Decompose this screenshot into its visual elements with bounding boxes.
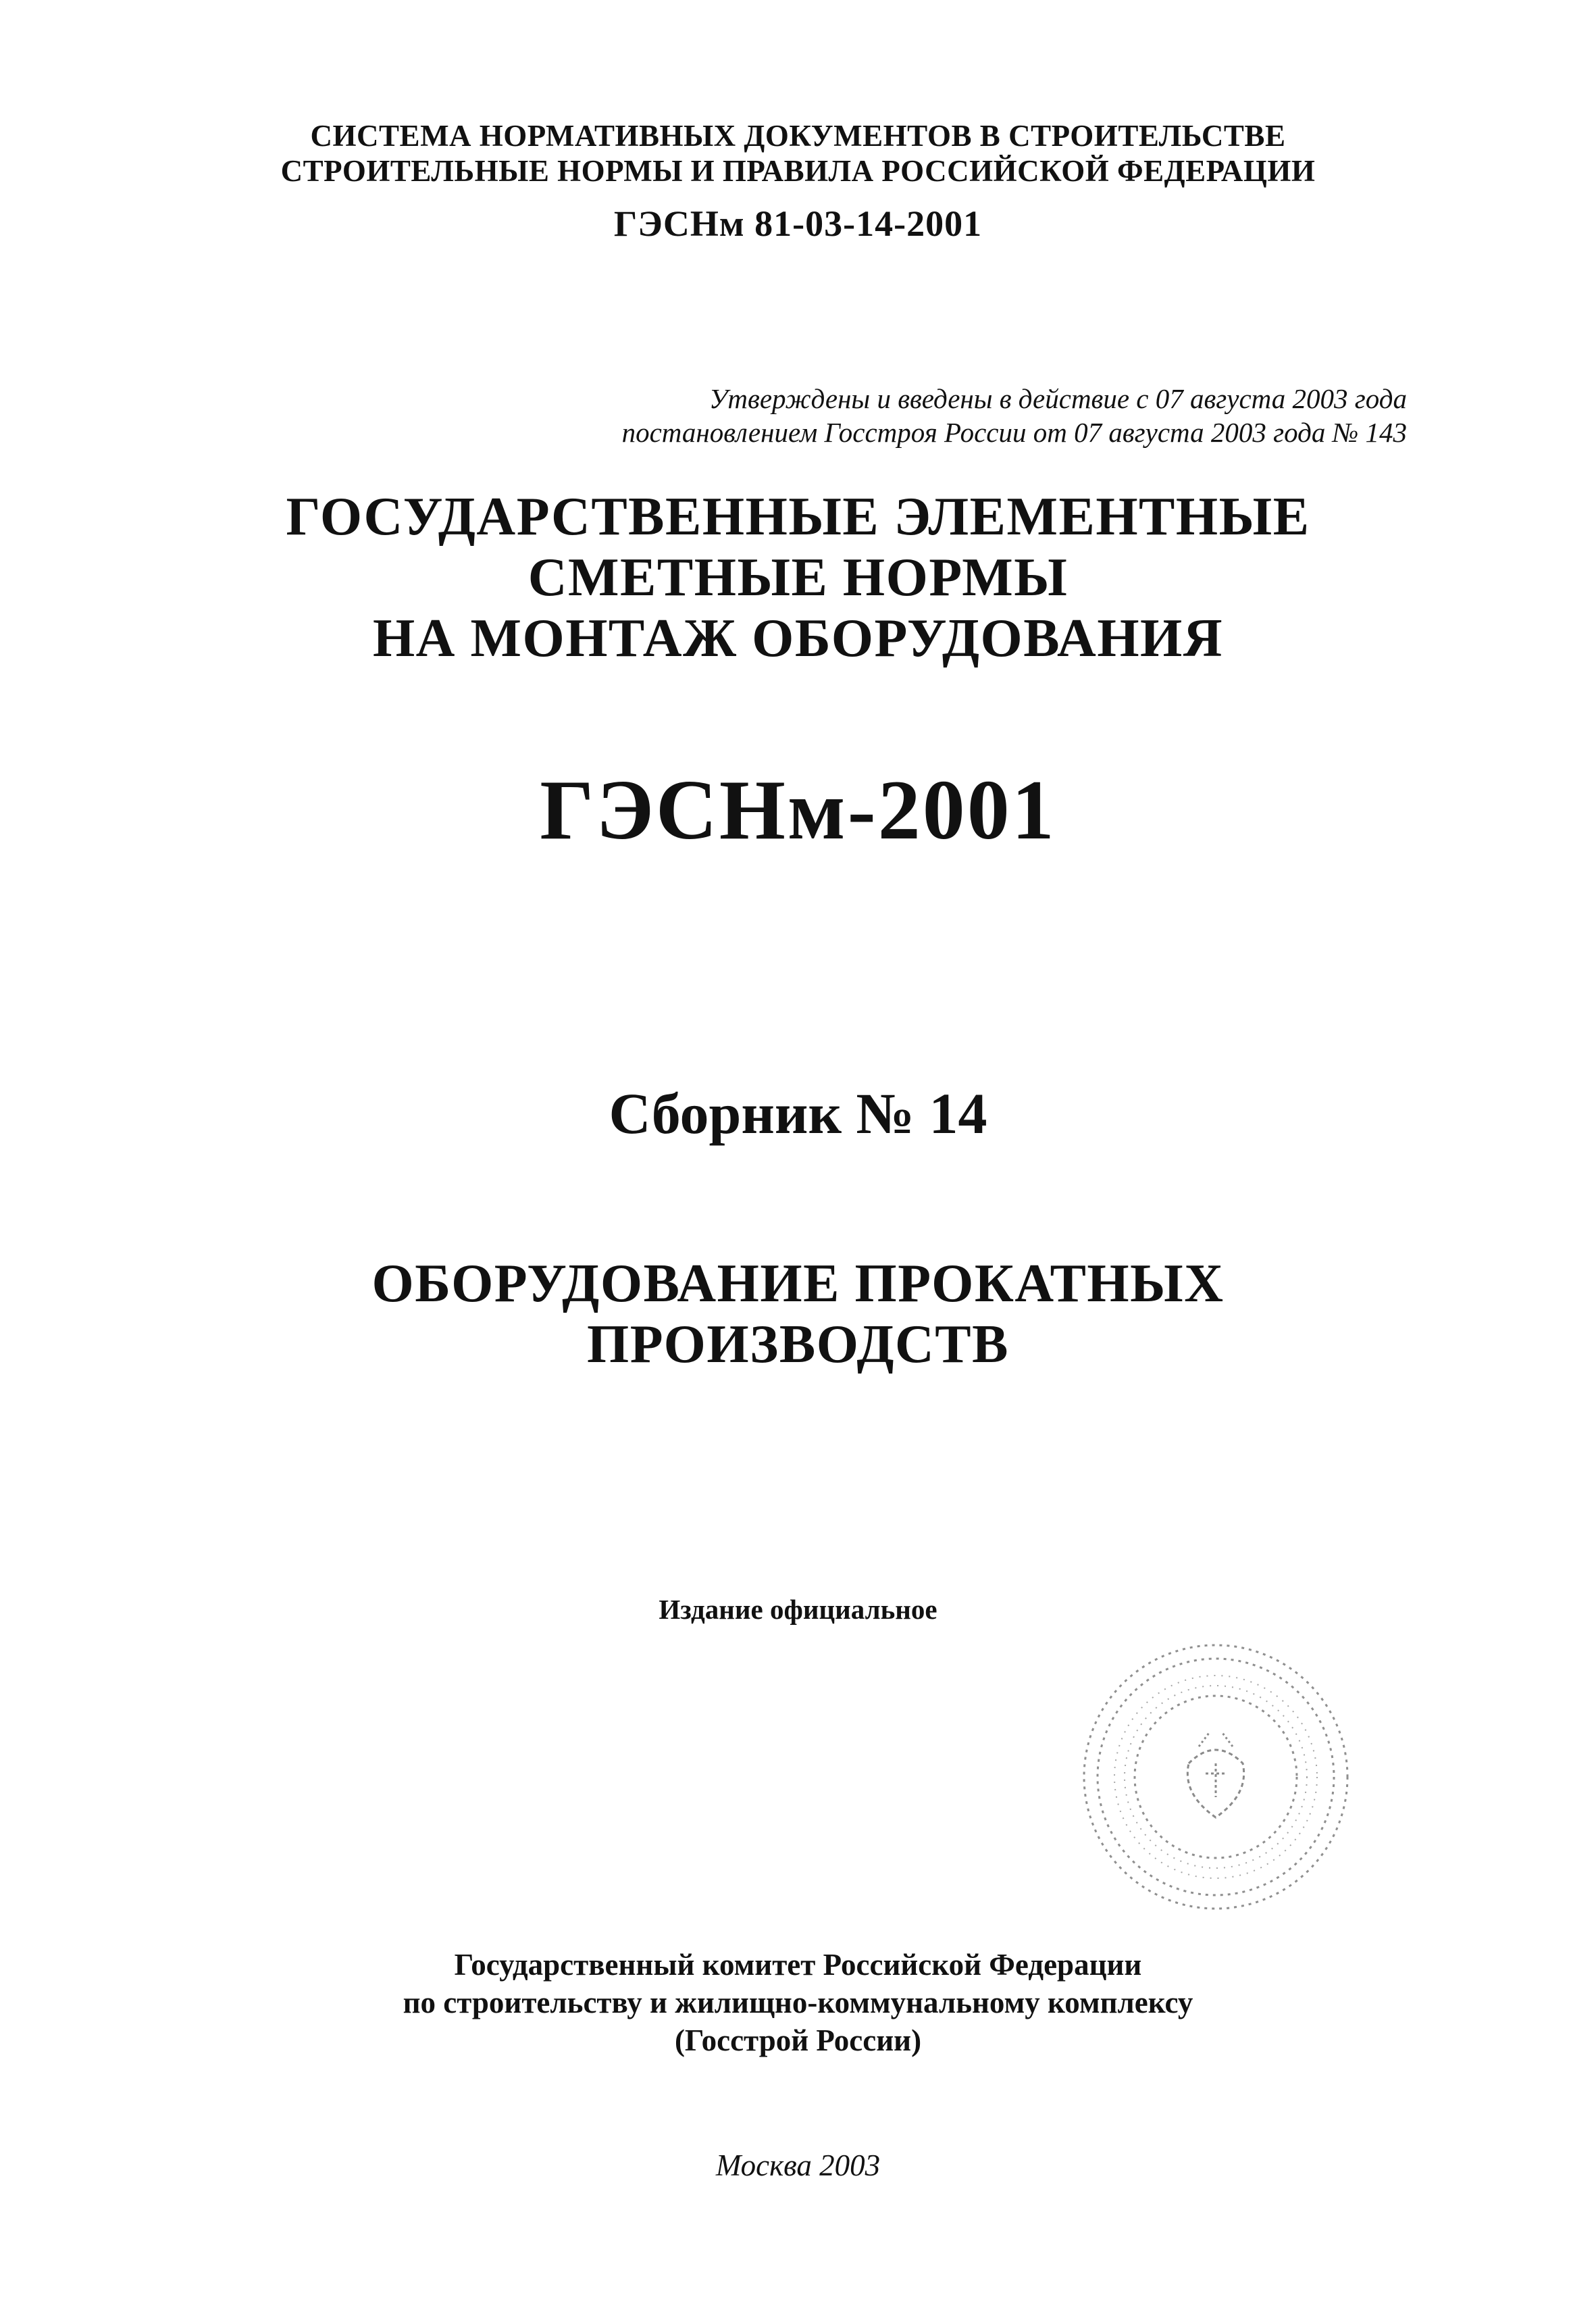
header-line-2: СТРОИТЕЛЬНЫЕ НОРМЫ И ПРАВИЛА РОССИЙСКОЙ ФЕДЕРАЦИИ xyxy=(280,154,1316,188)
main-title-line-3: НА МОНТАЖ ОБОРУДОВАНИЯ xyxy=(372,609,1224,668)
section-title-line-1: ОБОРУДОВАНИЕ ПРОКАТНЫХ xyxy=(371,1254,1225,1313)
header-system-line xyxy=(0,118,1596,188)
collection-number: Сборник № 14 xyxy=(609,1081,987,1146)
approval-line-1: Утверждены и введены в действие с 07 августа 2003 года xyxy=(709,383,1407,414)
document-code: ГЭСНм 81-03-14-2001 xyxy=(613,203,983,244)
edition-label: Издание официальное xyxy=(659,1594,937,1625)
approval-note xyxy=(326,382,1407,449)
section-title-line-2: ПРОИЗВОДСТВ xyxy=(587,1315,1009,1374)
header-line-1: СИСТЕМА НОРМАТИВНЫХ ДОКУМЕНТОВ В СТРОИТЕЛЬСТВЕ xyxy=(310,119,1286,153)
publisher-line-1: Государственный комитет Российской Федерации xyxy=(454,1948,1142,1982)
approval-line-2: постановлением Госстроя России от 07 августа 2003 года № 143 xyxy=(621,417,1407,448)
official-seal-icon xyxy=(1074,1635,1358,1919)
place-and-year: Москва 2003 xyxy=(715,2148,881,2182)
publisher-line-2: по строительству и жилищно-коммунальному комплексу xyxy=(403,1986,1193,2019)
main-title-line-2: СМЕТНЫЕ НОРМЫ xyxy=(527,548,1069,607)
main-title-line-1: ГОСУДАРСТВЕННЫЕ ЭЛЕМЕНТНЫЕ xyxy=(286,487,1310,547)
publisher-line-3: (Госстрой России) xyxy=(674,2023,922,2057)
abbreviation-title: ГЭСНм-2001 xyxy=(540,763,1056,857)
main-title xyxy=(0,486,1596,669)
section-title xyxy=(0,1253,1596,1375)
publisher-block xyxy=(0,1946,1596,2059)
